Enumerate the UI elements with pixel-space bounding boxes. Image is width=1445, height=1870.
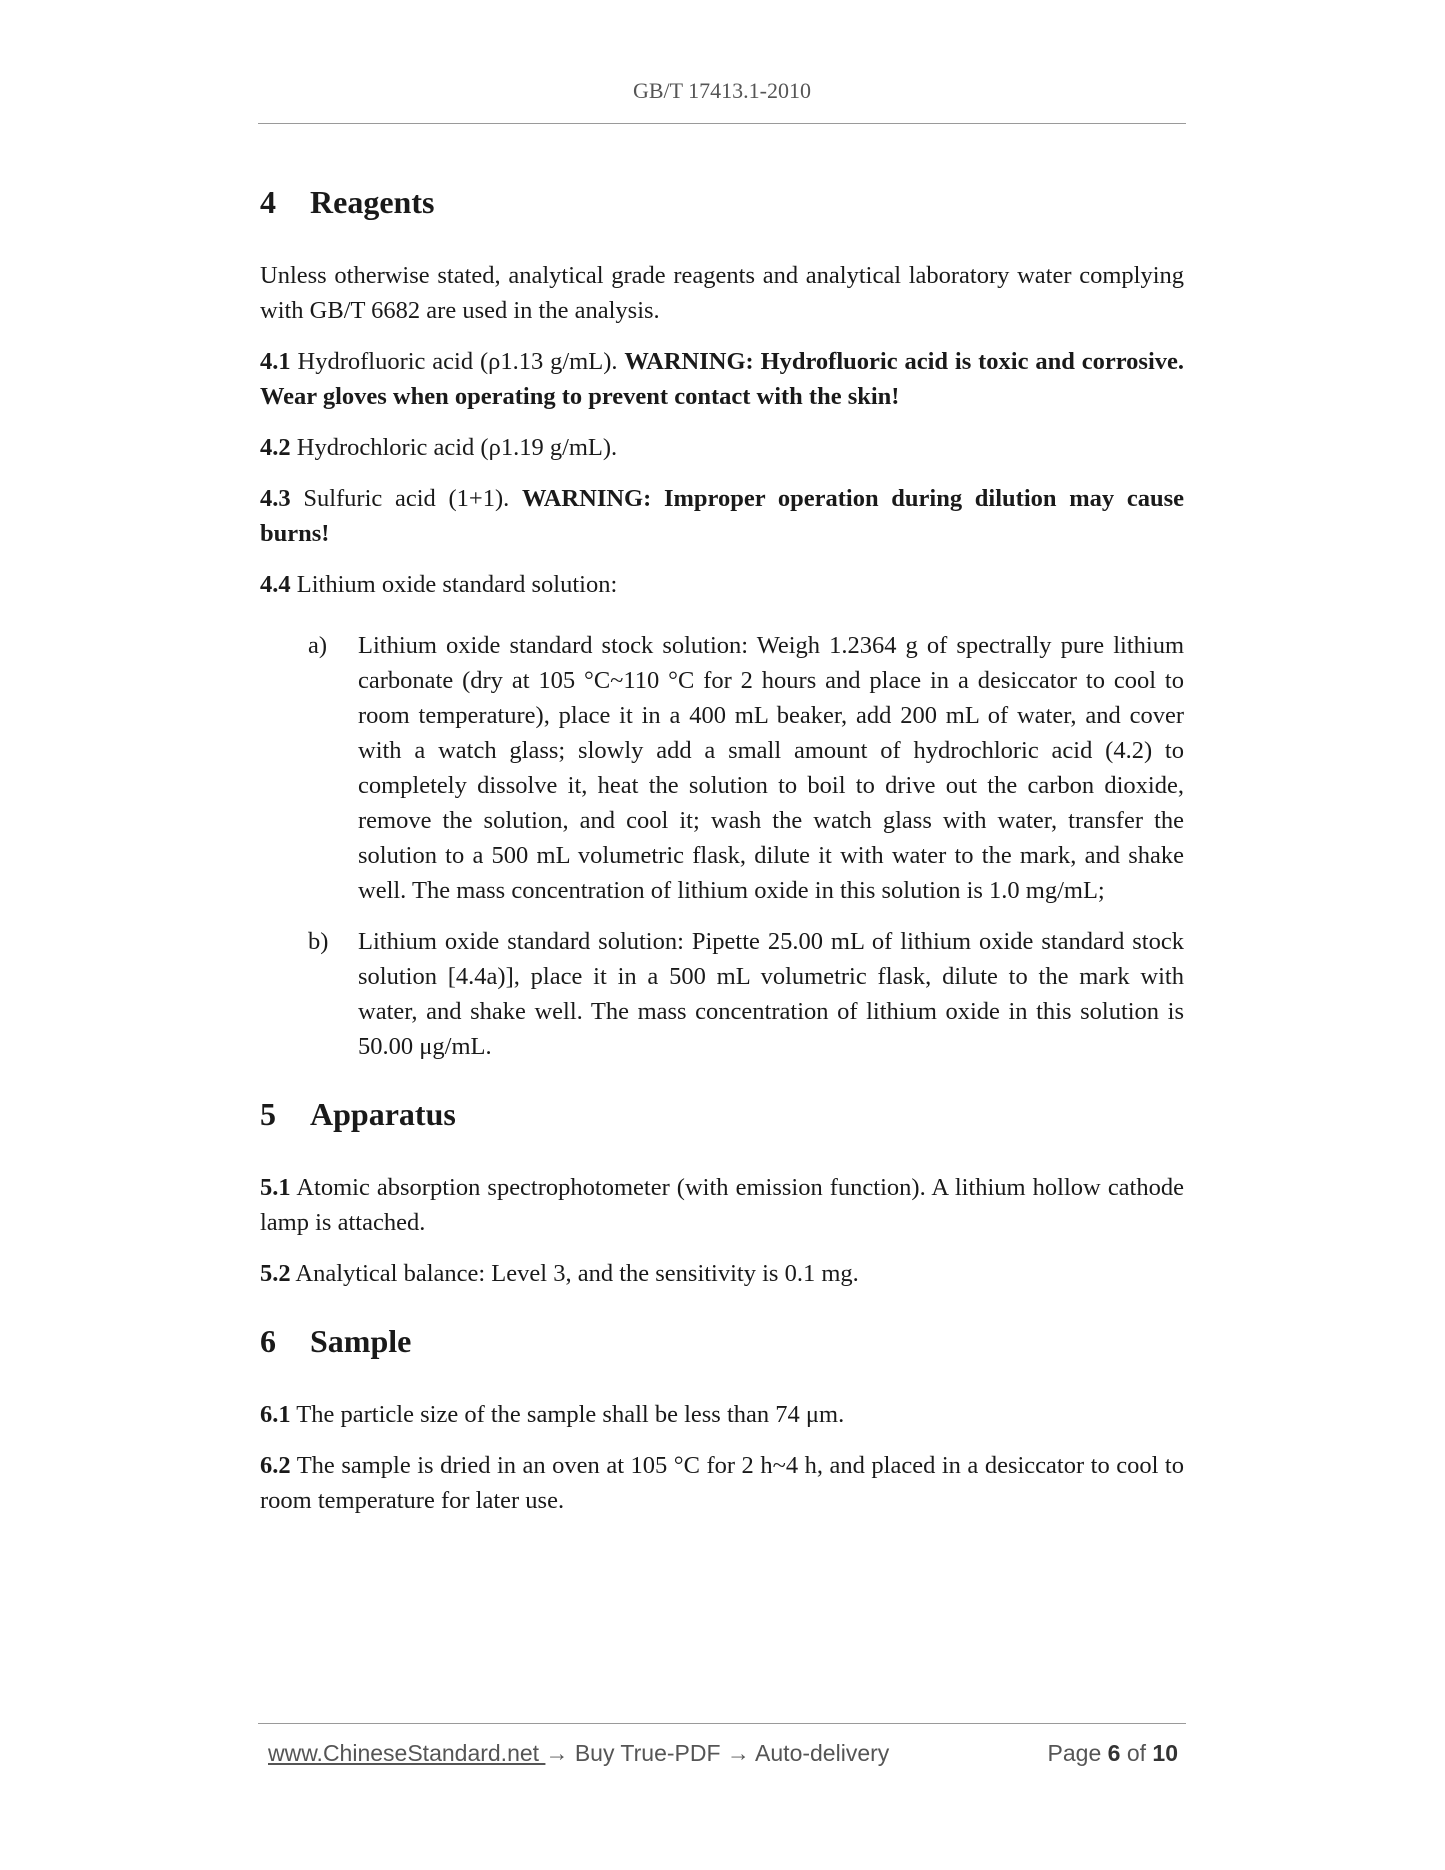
page-footer [268, 1740, 1178, 1774]
current-page: 6 [1107, 1740, 1121, 1766]
header-divider [258, 123, 1186, 124]
total-pages: 10 [1152, 1740, 1178, 1766]
arrow-right-icon: → [545, 1740, 569, 1766]
clause-4-3: 4.3 Sulfuric acid (1+1). WARNING: Improper operation during dilution may cause burns! [260, 485, 1184, 547]
list-item: b) Lithium oxide standard solution: Pipette 25.00 mL of lithium oxide standard stock solution [4.4a)], place it in a 500 mL volumetric flask, dilute to the mark with water, and shake well. The mass concentration of lithium oxide in this solution is 50.00 μg/mL. [308, 924, 1184, 1064]
page-number: Page 6 of 10 [1047, 1740, 1178, 1766]
section-heading-sample: 6 Sample [260, 1323, 412, 1359]
list-item-text: Lithium oxide standard stock solution: Weigh 1.2364 g of spectrally pure lithium carbonate (dry at 105 °C~110 °C for 2 hours and place in a desiccator to cool to room temperature), place it in a 400 mL beaker, add 200 mL of water, and cover with a watch glass; slowly add a small amount of hydrochloric acid (4.2) to completely dissolve it, heat the solution to boil to drive out the carbon dioxide, remove the solution, and cool it; wash the watch glass with water, transfer the solution to a 500 mL volumetric flask, dilute it with water to the mark, and shake well. The mass concentration of lithium oxide in this solution is 1.0 mg/mL; [358, 632, 1184, 904]
clause-4-2: 4.2 Hydrochloric acid (ρ1.19 g/mL). [260, 434, 618, 461]
clause-5-1: 5.1 Atomic absorption spectrophotometer (with emission function). A lithium hollow cathode lamp is attached. [260, 1174, 1184, 1236]
clause-5-2: 5.2 Analytical balance: Level 3, and the sensitivity is 0.1 mg. [260, 1260, 859, 1287]
clause-4-1: 4.1 Hydrofluoric acid (ρ1.13 g/mL). WARNING: Hydrofluoric acid is toxic and corrosive. Wear gloves when operating to prevent contact with the skin! [260, 348, 1184, 410]
document-header: GB/T 17413.1-2010 [632, 78, 812, 103]
clause-6-2: 6.2 The sample is dried in an oven at 105 °C for 2 h~4 h, and placed in a desiccator to cool to room temperature for later use. [260, 1452, 1184, 1514]
reagents-intro: Unless otherwise stated, analytical grade reagents and analytical laboratory water complying with GB/T 6682 are used in the analysis. [260, 262, 1184, 324]
chinesestandard-link[interactable]: www.ChineseStandard.net [268, 1740, 546, 1766]
footer-promo [268, 1740, 889, 1767]
section-heading-apparatus: 5 Apparatus [260, 1096, 456, 1132]
clause-4-4: 4.4 Lithium oxide standard solution: [260, 571, 618, 598]
clause-4-4-list [308, 628, 1184, 1064]
list-item: a) Lithium oxide standard stock solution: Weigh 1.2364 g of spectrally pure lithium carbonate (dry at 105 °C~110 °C for 2 hours and place in a desiccator to cool to room temperature), place it in a 400 mL beaker, add 200 mL of water, and cover with a watch glass; slowly add a small amount of hydrochloric acid (4.2) to completely dissolve it, heat the solution to boil to drive out the carbon dioxide, remove the solution, and cool it; wash the watch glass with water, transfer the solution to a 500 mL volumetric flask, dilute it with water to the mark, and shake well. The mass concentration of lithium oxide in this solution is 1.0 mg/mL; [308, 628, 1184, 908]
section-heading-reagents: 4 Reagents [260, 184, 435, 220]
document-body [260, 180, 1184, 1518]
arrow-right-icon: → [726, 1740, 750, 1766]
auto-delivery-text: Auto-delivery [749, 1740, 890, 1766]
buy-pdf-text: Buy True-PDF [568, 1740, 727, 1766]
list-item-text: Lithium oxide standard solution: Pipette 25.00 mL of lithium oxide standard stock solution [4.4a)], place it in a 500 mL volumetric flask, dilute to the mark with water, and shake well. The mass concentration of lithium oxide in this solution is 50.00 μg/mL. [358, 928, 1184, 1060]
clause-6-1: 6.1 The particle size of the sample shall be less than 74 μm. [260, 1401, 845, 1428]
footer-divider [258, 1723, 1186, 1724]
